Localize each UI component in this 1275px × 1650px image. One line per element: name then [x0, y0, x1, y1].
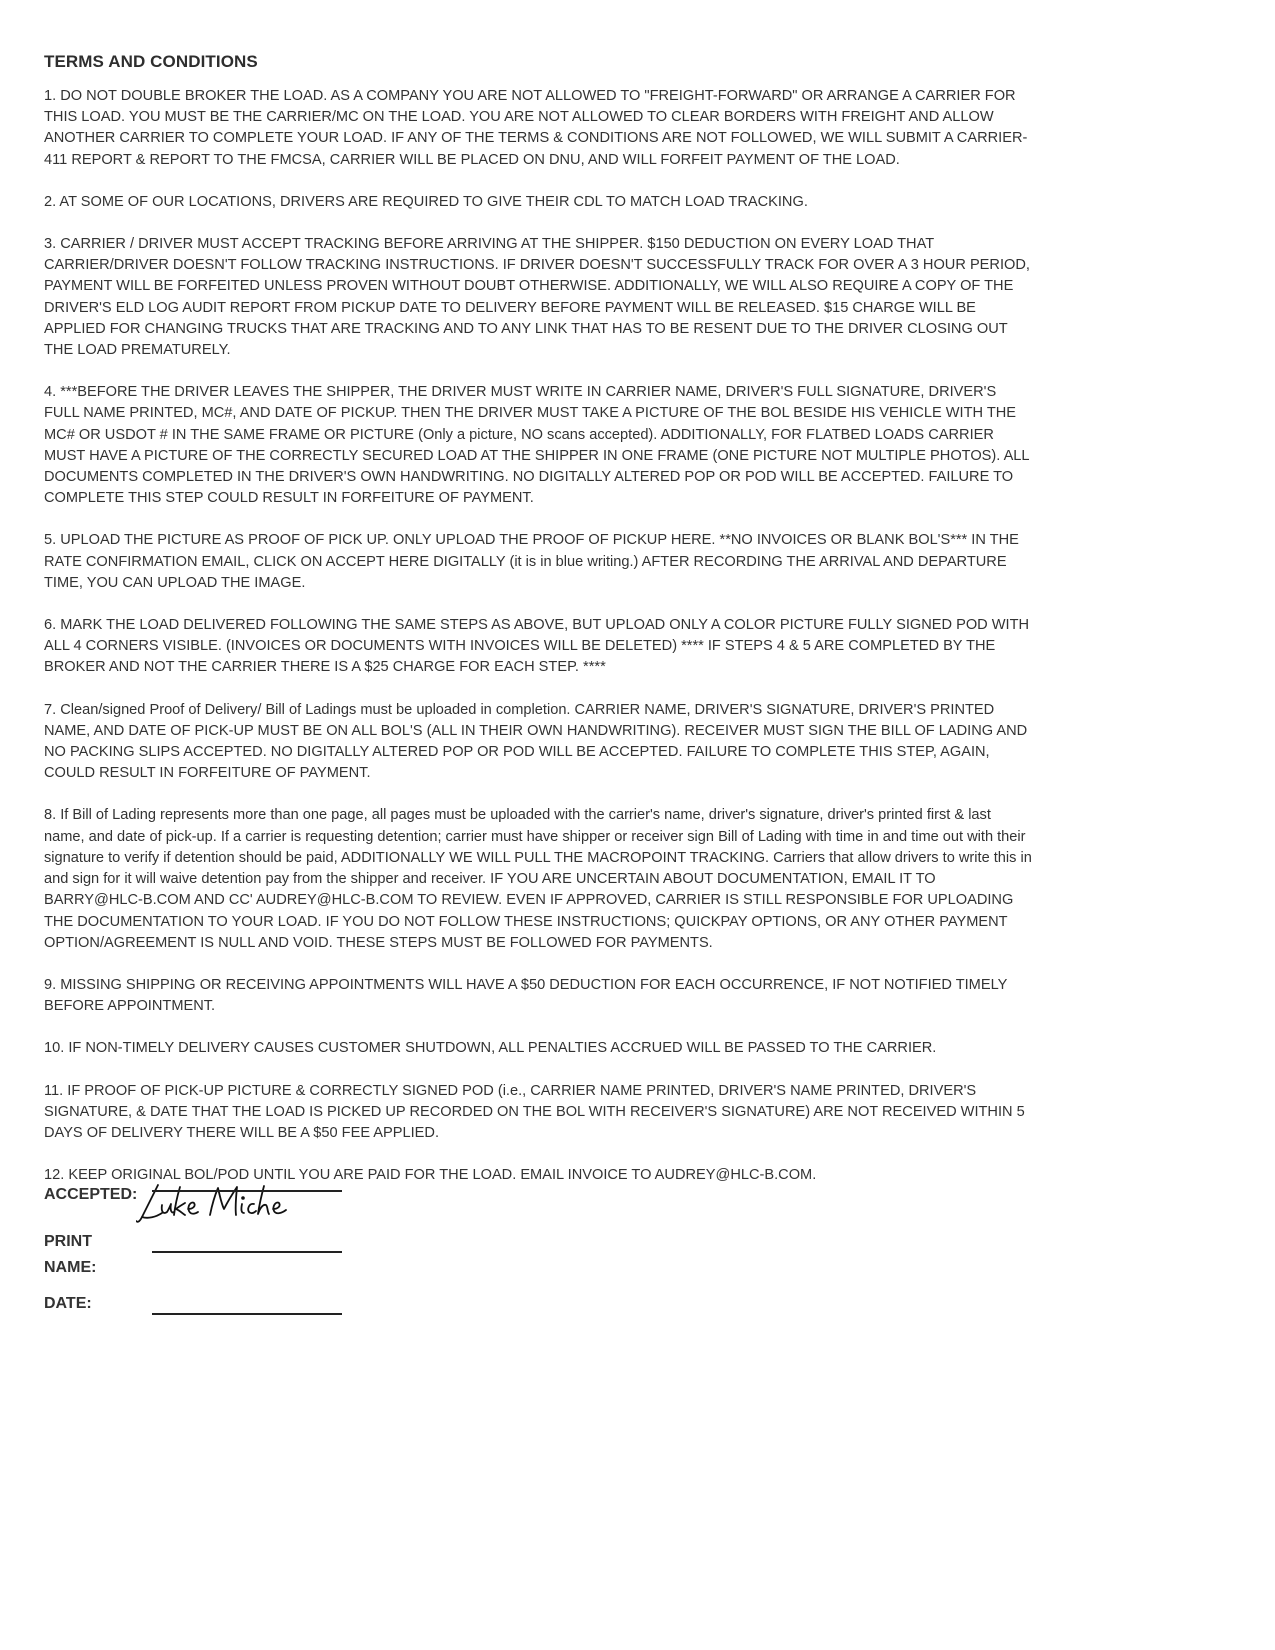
term-paragraph-1: 1. DO NOT DOUBLE BROKER THE LOAD. AS A COMPANY YOU ARE NOT ALLOWED TO "FREIGHT-FORWARD" OR ARRANGE A CARRIER FOR THIS LOAD. YOU MUST BE THE CARRIER/MC ON THE LOAD. YOU ARE NOT ALLOWED TO CLEAR BORDERS WITH FREIGHT AND ALLOW ANOTHER CARRIER TO COMPLETE YOUR LOAD. IF ANY OF THE TERMS & CONDITIONS ARE NOT FOLLOWED, WE WILL SUBMIT A CARRIER-411 REPORT & REPORT TO THE FMCSA, CARRIER WILL BE PLACED ON DNU, AND WILL FORFEIT PAYMENT OF THE LOAD.	[44, 88, 1028, 168]
term-paragraph-5: 5. UPLOAD THE PICTURE AS PROOF OF PICK UP. ONLY UPLOAD THE PROOF OF PICKUP HERE. **NO INVOICES OR BLANK BOL'S*** IN THE RATE CONFIRMATION EMAIL, CLICK ON ACCEPT HERE DIGITALLY (it is in blue writing.) AFTER RECORDING THE ARRIVAL AND DEPARTURE TIME, YOU CAN UPLOAD THE IMAGE.	[44, 532, 1019, 591]
term-paragraph-8: 8. If Bill of Lading represents more than one page, all pages must be uploaded with the carrier's name, driver's signature, driver's printed first & last name, and date of pick-up. If a carrier is requesting detention; carrier must have shipper or receiver sign Bill of Lading with time in and time out with their signature to verify if detention should be paid, ADDITIONALLY WE WILL PULL THE MACROPOINT TRACKING. Carriers that allow drivers to write this in and sign for it will waive detention pay from the shipper and receiver. IF YOU ARE UNCERTAIN ABOUT DOCUMENTATION, EMAIL IT TO BARRY@HLC-B.COM AND CC' AUDREY@HLC-B.COM TO REVIEW. EVEN IF APPROVED, CARRIER IS STILL RESPONSIBLE FOR UPLOADING THE DOCUMENTATION TO YOUR LOAD. IF YOU DO NOT FOLLOW THESE INSTRUCTIONS; QUICKPAY OPTIONS, OR ANY OTHER PAYMENT OPTION/AGREEMENT IS NULL AND VOID. THESE STEPS MUST BE FOLLOWED FOR PAYMENTS.	[44, 807, 1032, 951]
term-paragraph-9: 9. MISSING SHIPPING OR RECEIVING APPOINTMENTS WILL HAVE A $50 DEDUCTION FOR EACH OCCURRENCE, IF NOT NOTIFIED TIMELY BEFORE APPOINTMENT.	[44, 976, 1008, 1015]
term-paragraph-3: 3. CARRIER / DRIVER MUST ACCEPT TRACKING BEFORE ARRIVING AT THE SHIPPER. $150 DEDUCTION ON EVERY LOAD THAT CARRIER/DRIVER DOESN'T FOLLOW TRACKING INSTRUCTIONS. IF DRIVER DOESN'T SUCCESSFULLY TRACK FOR OVER A 3 HOUR PERIOD, PAYMENT WILL BE FORFEITED UNLESS PROVEN WITHOUT DOUBT OTHERWISE. ADDITIONALLY, WE WILL ALSO REQUIRE A COPY OF THE DRIVER'S ELD LOG AUDIT REPORT FROM PICKUP DATE TO DELIVERY BEFORE PAYMENT WILL BE RELEASED. $15 CHARGE WILL BE APPLIED FOR CHANGING TRUCKS THAT ARE TRACKING AND TO ANY LINK THAT HAS TO BE RESENT DUE TO THE DRIVER CLOSING OUT THE LOAD PREMATURELY.	[44, 236, 1030, 359]
signature-block	[44, 1186, 444, 1395]
date-label: DATE:	[44, 1295, 92, 1312]
handwritten-signature	[136, 1179, 336, 1227]
print-name-line[interactable]	[152, 1251, 342, 1253]
page-title: TERMS AND CONDITIONS	[44, 52, 258, 71]
print-name-label	[44, 1229, 96, 1281]
term-paragraph-6: 6. MARK THE LOAD DELIVERED FOLLOWING THE SAME STEPS AS ABOVE, BUT UPLOAD ONLY A COLOR PICTURE FULLY SIGNED POD WITH ALL 4 CORNERS VISIBLE. (INVOICES OR DOCUMENTS WITH INVOICES WILL BE DELETED) **** IF STEPS 4 & 5 ARE COMPLETED BY THE BROKER AND NOT THE CARRIER THERE IS A $25 CHARGE FOR EACH STEP. ****	[44, 617, 1030, 676]
accepted-signature-line[interactable]	[152, 1190, 342, 1192]
term-paragraph-12: 12. KEEP ORIGINAL BOL/POD UNTIL YOU ARE PAID FOR THE LOAD. EMAIL INVOICE TO AUDREY@HLC-B.COM.	[44, 1167, 817, 1184]
terms-document	[44, 52, 1034, 1207]
date-line[interactable]	[152, 1313, 342, 1315]
print-name-label-line2: NAME:	[44, 1259, 97, 1276]
term-paragraph-10: 10. IF NON-TIMELY DELIVERY CAUSES CUSTOMER SHUTDOWN, ALL PENALTIES ACCRUED WILL BE PASSED TO THE CARRIER.	[44, 1040, 937, 1057]
terms-list	[44, 86, 1034, 1186]
term-paragraph-7: 7. Clean/signed Proof of Delivery/ Bill of Ladings must be uploaded in completion. CARRIER NAME, DRIVER'S SIGNATURE, DRIVER'S PRINTED NAME, AND DATE OF PICK-UP MUST BE ON ALL BOL'S (ALL IN THEIR OWN HANDWRITING). RECEIVER MUST SIGN THE BILL OF LADING AND NO PACKING SLIPS ACCEPTED. NO DIGITALLY ALTERED POP OR POD WILL BE ACCEPTED. FAILURE TO COMPLETE THIS STEP, AGAIN, COULD RESULT IN FORFEITURE OF PAYMENT.	[44, 701, 1028, 782]
term-paragraph-4: 4. ***BEFORE THE DRIVER LEAVES THE SHIPPER, THE DRIVER MUST WRITE IN CARRIER NAME, DRIVER'S FULL SIGNATURE, DRIVER'S FULL NAME PRINTED, MC#, AND DATE OF PICKUP. THEN THE DRIVER MUST TAKE A PICTURE OF THE BOL BESIDE HIS VEHICLE WITH THE MC# OR USDOT # IN THE SAME FRAME OR PICTURE (Only a picture, NO scans accepted). ADDITIONALLY, FOR FLATBED LOADS CARRIER MUST HAVE A PICTURE OF THE CORRECTLY SECURED LOAD AT THE SHIPPER IN ONE FRAME (ONE PICTURE NOT MULTIPLE PHOTOS). ALL DOCUMENTS COMPLETED IN THE DRIVER'S OWN HANDWRITING. NO DIGITALLY ALTERED POP OR POD WILL BE ACCEPTED. FAILURE TO COMPLETE THIS STEP COULD RESULT IN FORFEITURE OF PAYMENT.	[44, 384, 1029, 507]
accepted-label: ACCEPTED:	[44, 1186, 138, 1203]
term-paragraph-11: 11. IF PROOF OF PICK-UP PICTURE & CORRECTLY SIGNED POD (i.e., CARRIER NAME PRINTED, DRIVER'S NAME PRINTED, DRIVER'S SIGNATURE, & DATE THAT THE LOAD IS PICKED UP RECORDED ON THE BOL WITH RECEIVER'S SIGNATURE) ARE NOT RECEIVED WITHIN 5 DAYS OF DELIVERY THERE WILL BE A $50 FEE APPLIED.	[44, 1082, 1025, 1141]
print-name-label-line1: PRINT	[44, 1233, 92, 1250]
term-paragraph-2: 2. AT SOME OF OUR LOCATIONS, DRIVERS ARE REQUIRED TO GIVE THEIR CDL TO MATCH LOAD TRACKING.	[44, 193, 808, 210]
